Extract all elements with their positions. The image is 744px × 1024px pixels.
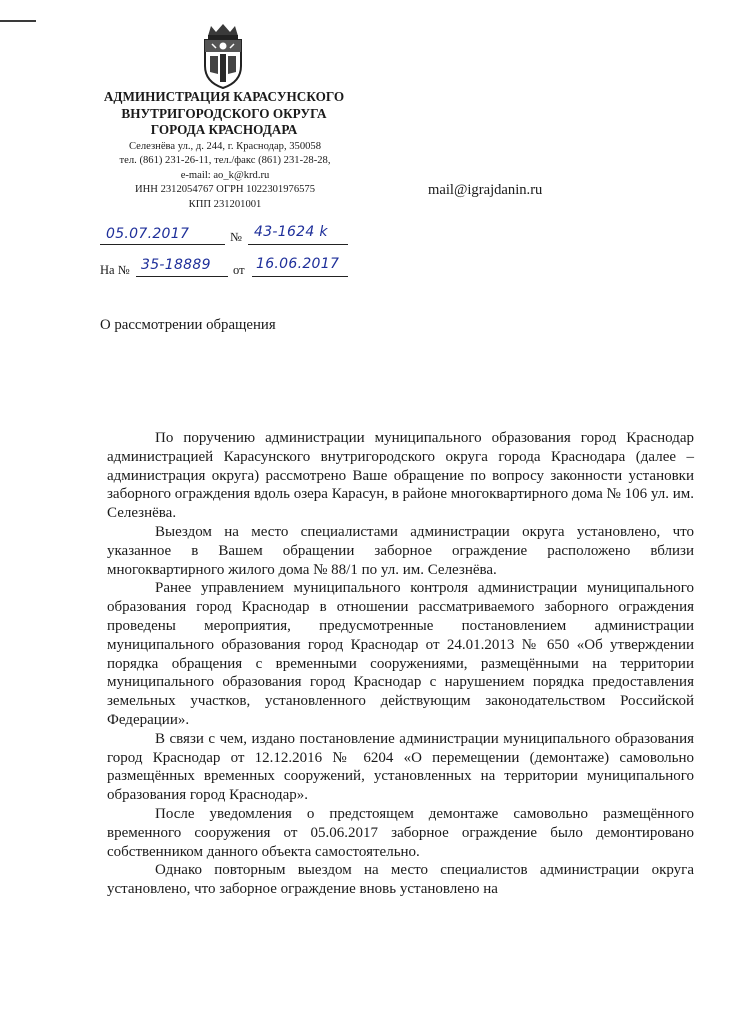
org-name-line: ВНУТРИГОРОДСКОГО ОКРУГА: [121, 105, 327, 121]
from-label: от: [233, 263, 245, 277]
body-paragraph: Однако повторным выездом на место специалистов администрации округа установлено, что заборное ограждение вновь установлено на: [107, 862, 694, 898]
body-paragraph: После уведомления о предстоящем демонтаже самовольно размещённого временного сооружения от 05.06.2017 заборное ограждение было демонтировано собственником данного объекта самостоятельно.: [107, 805, 694, 860]
handwritten-reply-number: 35-18889: [141, 257, 211, 273]
letter-subject: О рассмотрении обращения: [100, 317, 276, 333]
scan-edge-mark: [0, 20, 36, 22]
on-number-label: На №: [100, 263, 130, 277]
letter-body: [107, 429, 694, 899]
handwritten-outgoing-number: 43-1624 k: [254, 224, 328, 240]
organization-contacts: [100, 140, 350, 212]
org-name-line: АДМИНИСТРАЦИЯ КАРАСУНСКОГО: [103, 89, 345, 104]
contact-address: Селезнёва ул., д. 244, г. Краснодар, 350058: [128, 141, 322, 152]
organization-name: [96, 89, 352, 139]
org-name-line: ГОРОДА КРАСНОДАРА: [150, 122, 298, 137]
body-paragraph: По поручению администрации муниципального образования город Краснодар администрацией Карасунского внутригородского округа города Краснодара (далее – администрация округа) рассмотрено Ваше обращение по вопросу законности установки заборного ограждения вдоль озера Карасун, в районе многоквартирного дома № 106 ул. им. Селезнёва.: [107, 430, 694, 522]
contact-email: e-mail: ao_k@krd.ru: [180, 169, 270, 181]
recipient-email: mail@igrajdanin.ru: [428, 182, 543, 198]
body-paragraph: Выездом на место специалистами администрации округа установлено, что указанное в Вашем обращении заборное ограждение расположено вблизи многоквартирного жилого дома № 88/1 по ул. им. Селезнёва.: [107, 523, 694, 578]
body-paragraph: Ранее управлением муниципального контроля администрации муниципального образования город Краснодар в отношении рассматриваемого заборного ограждения проведены мероприятия, предусмотренные постановлением администрации муниципального образования город Краснодар от 24.01.2013 № 650 «Об утверждении порядка обращения с временными сооружениями, размещёнными на территории муниципального образования город Краснодар с нарушением порядка предоставления земельных участков, установленного действующим законодательством Российской Федерации».: [107, 580, 694, 728]
contact-inn-ogrn: ИНН 2312054767 ОГРН 1022301976575: [134, 184, 316, 196]
contact-kpp: КПП 231201001: [188, 198, 262, 210]
contact-phones: тел. (861) 231-26-11, тел./факс (861) 231-28-28,: [119, 155, 331, 167]
handwritten-reply-date: 16.06.2017: [256, 256, 340, 272]
body-paragraph: В связи с чем, издано постановление администрации муниципального образования город Краснодар от 12.12.2016 № 6204 «О перемещении (демонтаже) самовольно размещённых временных сооружений, установленных на территории муниципального образования город Краснодар».: [107, 730, 694, 804]
handwritten-date: 05.07.2017: [106, 226, 190, 242]
number-label: №: [230, 230, 242, 244]
coat-of-arms-emblem: [198, 22, 248, 90]
